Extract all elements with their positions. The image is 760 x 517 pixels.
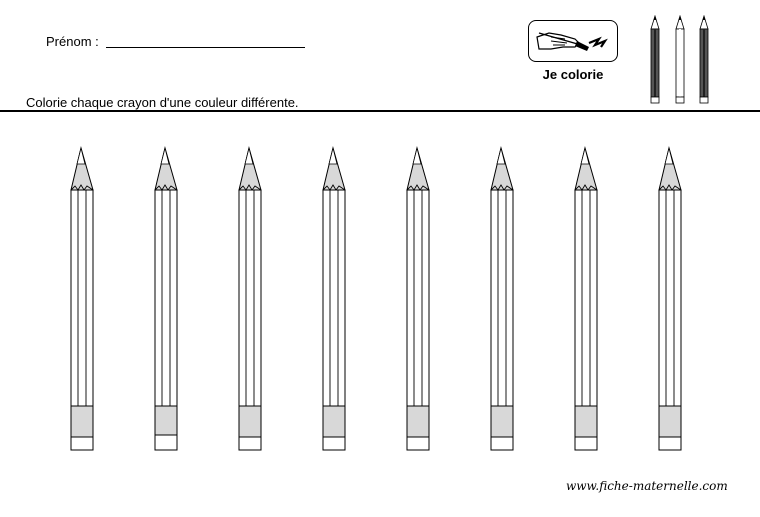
- small-pencil-icon: [699, 15, 709, 110]
- pencil-icon[interactable]: [320, 146, 348, 461]
- hand-coloring-icon: [529, 21, 619, 63]
- instruction-text: Colorie chaque crayon d'une couleur différente.: [26, 95, 299, 110]
- pencil-icon[interactable]: [572, 146, 600, 461]
- coloring-badge: [528, 20, 618, 62]
- pencil-icon[interactable]: [656, 146, 684, 461]
- footer-url: www.fiche-maternelle.com: [566, 479, 728, 493]
- pencil-icon[interactable]: [488, 146, 516, 461]
- small-pencil-icon: [650, 15, 660, 110]
- name-line[interactable]: [106, 47, 305, 48]
- small-pencil-icon: [675, 15, 685, 110]
- pencil-icon[interactable]: [68, 146, 96, 461]
- pencil-icon[interactable]: [404, 146, 432, 461]
- pencil-icon[interactable]: [152, 146, 180, 461]
- name-label: Prénom :: [46, 34, 99, 49]
- divider-line: [0, 110, 760, 112]
- pencil-icon[interactable]: [236, 146, 264, 461]
- badge-label: Je colorie: [542, 67, 604, 82]
